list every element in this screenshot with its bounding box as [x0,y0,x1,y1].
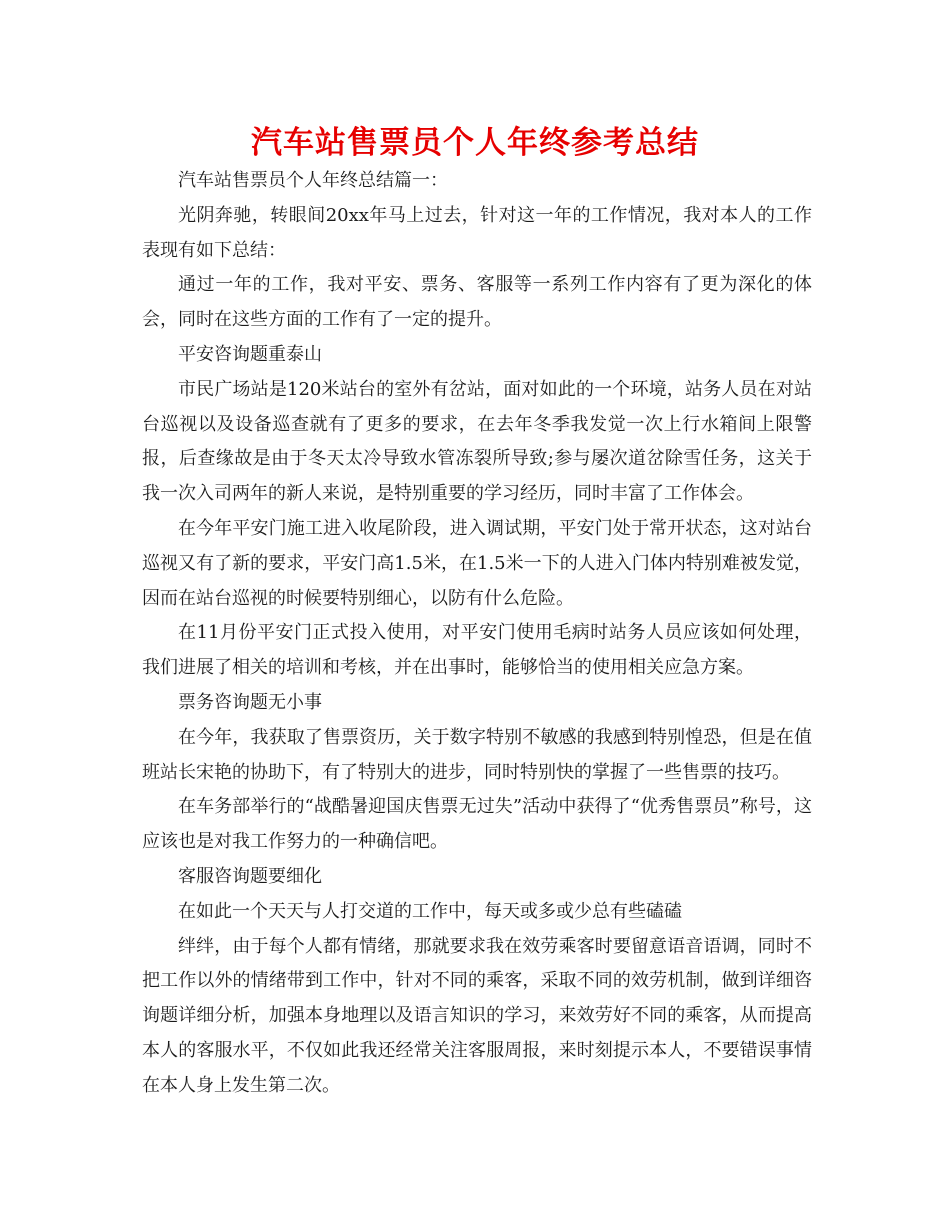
paragraph: 在今年，我获取了售票资历，关于数字特别不敏感的我感到特别惶恐，但是在值班站长宋艳的协助下，有了特别大的进步，同时特别快的掌握了一些售票的技巧。 [142,726,812,783]
paragraph-intro-heading: 汽车站售票员个人年终总结篇一： [178,170,448,191]
paragraph: 通过一年的工作，我对平安、票务、客服等一系列工作内容有了更为深化的体会，同时在这些方面的工作有了一定的提升。 [142,274,812,331]
section-heading-ticketing: 票务咨询题无小事 [178,691,322,713]
section-heading-safety: 平安咨询题重泰山 [178,343,322,365]
paragraph: 光阴奔驰，转眼间20xx年马上过去，针对这一年的工作情况，我对本人的工作表现有如下总结： [142,204,812,261]
paragraph: 在如此一个天天与人打交道的工作中，每天或多或少总有些磕磕 [178,900,682,922]
paragraph: 在今年平安门施工进入收尾阶段，进入调试期，平安门处于常开状态，这对站台巡视又有了新的要求，平安门高1.5米，在1.5米一下的人进入门体内特别难被发觉，因而在站台巡视的时候要特别细心，以防有什么危险。 [142,517,812,609]
section-heading-service: 客服咨询题要细化 [178,865,322,887]
paragraph: 在车务部举行的“战酷暑迎国庆售票无过失”活动中获得了“优秀售票员”称号，这应该也是对我工作努力的一种确信吧。 [142,796,812,853]
document-title: 汽车站售票员个人年终参考总结 [251,125,699,161]
paragraph: 市民广场站是120米站台的室外有岔站，面对如此的一个环境，站务人员在对站台巡视以及设备巡查就有了更多的要求，在去年冬季我发觉一次上行水箱间上限警报，后查缘故是由于冬天太冷导致水管冻裂所导致;参与屡次道岔除雪任务，这关于我一次入司两年的新人来说，是特别重要的学习经历，同时丰富了工作体会。 [142,378,812,505]
document-body [142,164,812,1104]
paragraph: 在11月份平安门正式投入使用，对平安门使用毛病时站务人员应该如何处理，我们进展了相关的培训和考核，并在出事时，能够恰当的使用相关应急方案。 [142,622,812,679]
paragraph: 绊绊，由于每个人都有情绪，那就要求我在效劳乘客时要留意语音语调，同时不把工作以外的情绪带到工作中，针对不同的乘客，采取不同的效劳机制，做到详细咨询题详细分析，加强本身地理以及语言知识的学习，来效劳好不同的乘客，从而提高本人的客服水平，不仅如此我还经常关注客服周报，来时刻提示本人，不要错误事情在本人身上发生第二次。 [142,935,812,1096]
